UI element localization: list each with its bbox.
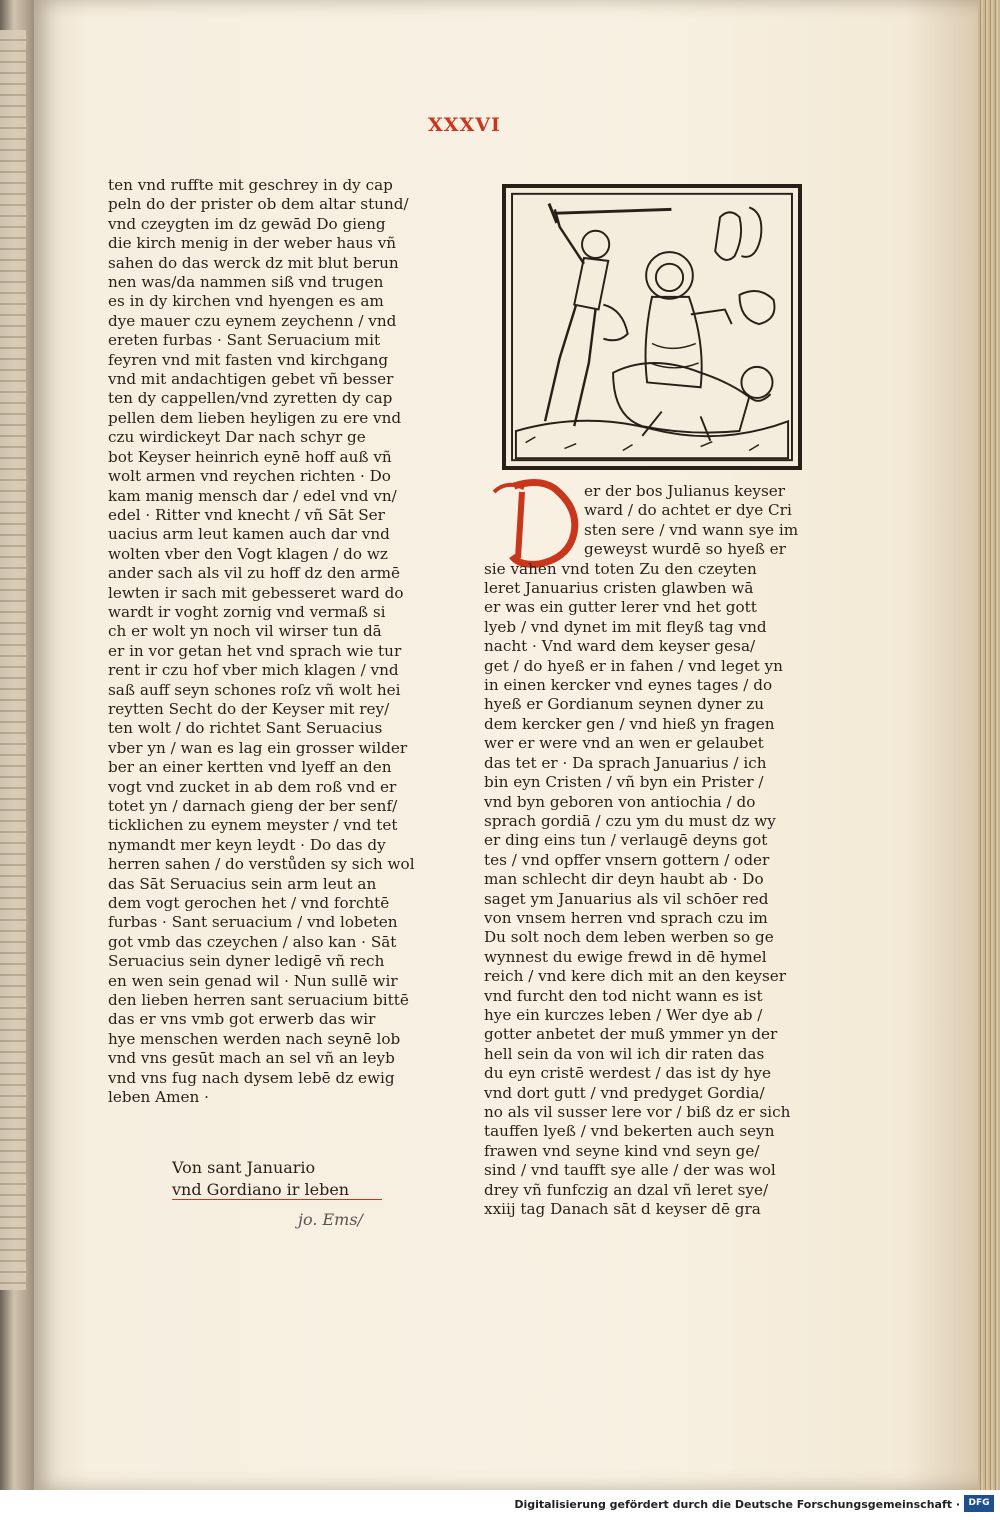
footer-bar bbox=[0, 1490, 1000, 1520]
text-line: hyeß er Gordianum seynen dyner zu bbox=[484, 695, 765, 714]
text-line: peln do der prister ob dem altar stund/ bbox=[108, 195, 409, 214]
text-line: nacht · Vnd ward dem keyser gesa/ bbox=[484, 637, 756, 656]
text-line: leben Amen · bbox=[108, 1088, 209, 1107]
text-line: ten wolt / do richtet Sant Seruacius bbox=[108, 719, 383, 738]
left-text-column bbox=[108, 176, 438, 1108]
text-line: wynnest du ewige frewd in dē hymel bbox=[484, 947, 767, 966]
text-line: das Sāt Seruacius sein arm leut an bbox=[108, 874, 377, 893]
text-line: herren sahen / do verstůden sy sich wol bbox=[108, 855, 415, 874]
text-line: ber an einer kertten vnd lyeff an den bbox=[108, 758, 392, 777]
text-line: du eyn cristē werdest / das ist dy hye bbox=[484, 1064, 771, 1083]
text-line: got vmb das czeychen / also kan · Sāt bbox=[108, 932, 397, 951]
text-line: wolten vber den Vogt klagen / do wz bbox=[108, 544, 388, 563]
text-line: dye mauer czu eynem zeychenn / vnd bbox=[108, 311, 397, 330]
text-line: sten sere / vnd wann sye im bbox=[584, 520, 799, 539]
text-line: feyren vnd mit fasten vnd kirchgang bbox=[108, 350, 389, 369]
text-line: die kirch menig in der weber haus vñ bbox=[108, 234, 397, 253]
text-line: lyeb / vnd dynet im mit fleyß tag vnd bbox=[484, 617, 767, 636]
text-line: reytten Secht do der Keyser mit rey/ bbox=[108, 699, 390, 718]
chapter-heading bbox=[172, 1157, 382, 1200]
digitization-credit: Digitalisierung gefördert durch die Deutsche Forschungsgemeinschaft · bbox=[514, 1498, 960, 1511]
text-line: vogt vnd zucket in ab dem roß vnd er bbox=[108, 777, 397, 796]
text-line: get / do hyeß er in fahen / vnd leget yn bbox=[484, 656, 783, 675]
text-line: dem vogt gerochen het / vnd forchtē bbox=[108, 894, 390, 913]
text-line: czu wirdickeyt Dar nach schyr ge bbox=[108, 428, 366, 447]
text-line: totet yn / darnach gieng der ber senf/ bbox=[108, 797, 398, 815]
text-line: en wen sein genad wil · Nun sullē wir bbox=[108, 971, 398, 990]
text-line: hye ein kurczes leben / Wer dye ab / bbox=[484, 1005, 763, 1024]
text-line: vnd mit andachtigen gebet vñ besser bbox=[108, 370, 394, 389]
text-line: ward / do achtet er dye Cri bbox=[584, 501, 792, 520]
text-line: er der bos Julianus keyser bbox=[584, 482, 785, 500]
text-line: hye menschen werden nach seynē lob bbox=[108, 1029, 401, 1048]
text-line: wardt ir voght zornig vnd vermaß si bbox=[108, 602, 386, 621]
text-line: das tet er · Da sprach Januarius / ich bbox=[484, 753, 767, 772]
text-line: er was ein gutter lerer vnd het gott bbox=[484, 598, 757, 617]
text-line: sind / vnd taufft sye alle / der was wol bbox=[484, 1161, 776, 1180]
text-line: saget ym Januarius als vil schōer red bbox=[484, 889, 769, 908]
text-line: wer er were vnd an wen er gelaubet bbox=[484, 734, 764, 753]
text-line: vber yn / wan es lag ein grosser wilder bbox=[108, 738, 408, 757]
text-line: in einen kercker vnd eynes tages / do bbox=[484, 676, 773, 695]
text-line: drey vñ funfczig an dzal vñ leret sye/ bbox=[484, 1180, 769, 1199]
right-text-column bbox=[484, 482, 814, 1219]
text-line: bin eyn Cristen / vñ byn ein Prister / bbox=[484, 773, 764, 792]
text-line: rent ir czu hof vber mich klagen / vnd bbox=[108, 661, 399, 680]
text-line: wolt armen vnd reychen richten · Do bbox=[108, 467, 391, 486]
text-line: geweyst wurdē so hyeß er bbox=[584, 540, 786, 559]
text-line: dem kercker gen / vnd hieß yn fragen bbox=[484, 714, 775, 733]
text-line: xxiij tag Danach sāt d keyser dē gra bbox=[484, 1200, 761, 1219]
text-line: lewten ir sach mit gebesseret ward do bbox=[108, 583, 404, 602]
text-line: ch er wolt yn noch vil wirser tun dā bbox=[108, 622, 382, 641]
text-line: es in dy kirchen vnd hyengen es am bbox=[108, 292, 384, 311]
text-line: sie vahen vnd toten Zu den czeyten bbox=[484, 559, 757, 578]
text-line: ereten furbas · Sant Seruacium mit bbox=[108, 331, 381, 350]
dfg-logo: DFG bbox=[964, 1495, 994, 1512]
text-line: saß auff seyn schones roſz vñ wolt hei bbox=[108, 680, 401, 699]
martyrdom-scene-image bbox=[506, 188, 798, 466]
text-line: den lieben herren sant seruacium bittē bbox=[108, 991, 409, 1010]
text-line: gotter anbetet der muß ymmer yn der bbox=[484, 1025, 778, 1044]
text-line: hell sein da von wil ich dir raten das bbox=[484, 1044, 765, 1063]
facing-page-edge bbox=[0, 30, 26, 1290]
heading-line-1: Von sant Januario bbox=[172, 1158, 316, 1177]
text-line: furbas · Sant seruacium / vnd lobeten bbox=[108, 913, 398, 932]
text-line: nymandt mer keyn leydt · Do das dy bbox=[108, 835, 386, 854]
text-line: nen was/da nammen siß vnd trugen bbox=[108, 273, 384, 292]
text-line: man schlecht dir deyn haubt ab · Do bbox=[484, 870, 764, 889]
text-line: Seruacius sein dyner ledigē vñ rech bbox=[108, 952, 385, 971]
text-line: uacius arm leut kamen auch dar vnd bbox=[108, 525, 390, 544]
text-line: tes / vnd opffer vnsern gottern / oder bbox=[484, 850, 770, 869]
text-line: pellen dem lieben heyligen zu ere vnd bbox=[108, 408, 402, 427]
heading-line-2: vnd Gordiano ir leben bbox=[172, 1180, 350, 1199]
text-line: vnd vns gesūt mach an sel vñ an leyb bbox=[108, 1049, 395, 1068]
text-line: ten dy cappellen/vnd zyretten dy cap bbox=[108, 389, 393, 408]
text-line: vnd czeygten im dz gewād Do gieng bbox=[108, 214, 386, 233]
text-line: er in vor getan het vnd sprach wie tur bbox=[108, 641, 402, 660]
handwritten-signature: jo. Ems/ bbox=[298, 1210, 363, 1229]
text-line: das er vns vmb got erwerb das wir bbox=[108, 1010, 376, 1029]
text-line: vnd byn geboren von antiochia / do bbox=[484, 792, 756, 811]
text-line: reich / vnd kere dich mit an den keyser bbox=[484, 967, 787, 986]
text-line: no als vil susser lere vor / biß dz er sich bbox=[484, 1103, 791, 1121]
text-line: frawen vnd seyne kind vnd seyn ge/ bbox=[484, 1141, 760, 1160]
text-line: tauffen lyeß / vnd bekerten auch seyn bbox=[484, 1122, 775, 1141]
folio-number: XXXVI bbox=[428, 114, 501, 136]
text-line: bot Keyser heinrich eynē hoff auß vñ bbox=[108, 447, 392, 466]
text-line: vnd furcht den tod nicht wann es ist bbox=[484, 986, 763, 1005]
woodcut-illustration bbox=[502, 184, 802, 470]
text-line: ander sach als vil zu hoff dz den armē bbox=[108, 564, 400, 583]
text-line: kam manig mensch dar / edel vnd vn/ bbox=[108, 486, 397, 505]
text-line: vnd vns fug nach dysem lebē dz ewig bbox=[108, 1068, 395, 1087]
text-line: edel · Ritter vnd knecht / vñ Sāt Ser bbox=[108, 505, 385, 524]
text-line: sahen do das werck dz mit blut berun bbox=[108, 253, 399, 272]
text-line: von vnsem herren vnd sprach czu im bbox=[484, 908, 768, 927]
text-line: vnd dort gutt / vnd predyget Gordia/ bbox=[484, 1083, 765, 1102]
text-line: sprach gordiā / czu ym du must dz wy bbox=[484, 811, 776, 830]
text-line: ticklichen zu eynem meyster / vnd tet bbox=[108, 816, 398, 835]
text-line: leret Januarius cristen glawben wā bbox=[484, 579, 754, 598]
text-line: er ding eins tun / verlaugē deyns got bbox=[484, 831, 768, 850]
text-line: Du solt noch dem leben werben so ge bbox=[484, 928, 774, 947]
text-line: ten vnd ruffte mit geschrey in dy cap bbox=[108, 176, 393, 194]
page-stack-edge bbox=[978, 0, 1000, 1490]
